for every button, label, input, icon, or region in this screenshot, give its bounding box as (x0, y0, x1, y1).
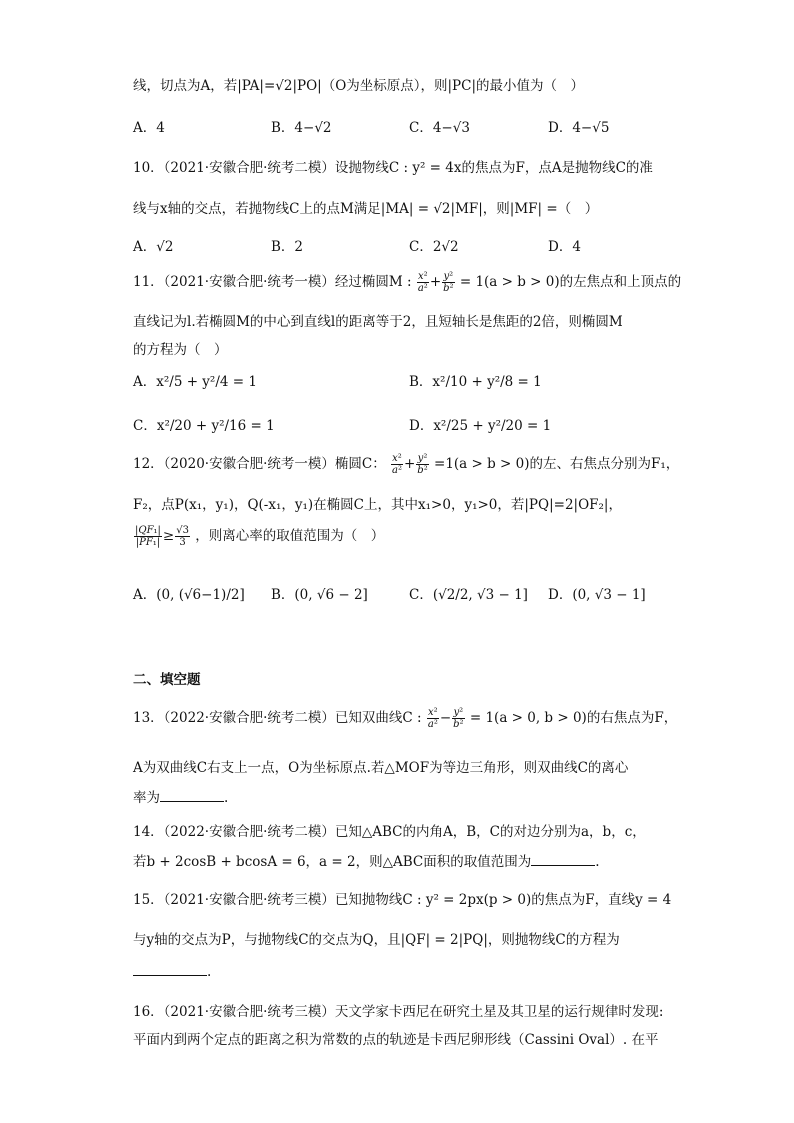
q14-line-1: 14．（2022·安徽合肥·统考二模）已知△ABC的内角A，B，C的对边分别为a，b，c， (133, 824, 646, 840)
q9-option-b: B．4−√2 (271, 120, 332, 136)
q13-line-2: A为双曲线C右支上一点，O为坐标原点.若△MOF为等边三角形，则双曲线C的离心 (133, 760, 629, 776)
q11-frac-y: $\frac{\text{y²}}{\text{b²}}$ (443, 271, 454, 294)
q12-line-1-prefix: 12．（2020·安徽合肥·统考一模）椭圆C： (133, 456, 386, 472)
q11-option-d: D．x²/25 + y²/20 = 1 (409, 418, 552, 434)
q13-line-3-text: 率为 (133, 790, 160, 806)
q12-line-1: 12．（2020·安徽合肥·统考一模）椭圆C： $\frac{\text{x²}}{\text{a²}}$ + $\frac{\text{y²}}{\text{b²}}$ =1(a > b > 0)的左、右焦点分别为F₁， (133, 453, 680, 476)
q11-option-a: A．x²/5 + y²/4 = 1 (133, 374, 257, 390)
q10-option-d: D．4 (548, 239, 581, 255)
q14-line-2: 若b + 2cosB + bcosA = 6，a = 2，则△ABC面积的取值范围为 . (133, 854, 600, 870)
q13-line-1-prefix: 13．（2022·安徽合肥·统考二模）已知双曲线C : (133, 710, 422, 726)
q9-option-a: A．4 (133, 120, 165, 136)
q12-option-a: A．(0, (√6−1)/2] (133, 587, 245, 603)
q11-line-2: 直线记为l.若椭圆M的中心到直线l的距离等于2，且短轴长是焦距的2倍，则椭圆M (133, 314, 623, 330)
q13-line-3: 率为 . (133, 790, 229, 806)
q11-option-c: C．x²/20 + y²/16 = 1 (133, 418, 275, 434)
q14-answer-blank (531, 853, 595, 866)
q12-sqrt3-frac: $\frac{√3}{3}$ (176, 525, 189, 548)
q13-answer-blank (160, 789, 224, 802)
q14-line-2-text: 若b + 2cosB + bcosA = 6，a = 2，则△ABC面积的取值范围为 (133, 854, 532, 870)
q11-line-1: 11．（2021·安徽合肥·统考一模）经过椭圆M : $\frac{\text{x²}}{\text{a²}}$ + $\frac{\text{y²}}{\text{b²}}$ = 1(a > b > 0)的左焦点和上顶点的 (133, 271, 682, 294)
q12-option-b: B．(0, √6 − 2] (271, 587, 368, 603)
q10-option-a: A．√2 (133, 239, 174, 255)
q13-line-1: 13．（2022·安徽合肥·统考二模）已知双曲线C : $\frac{\text{x²}}{\text{a²}}$ − $\frac{\text{y²}}{\text{b²}}$ = 1(a > 0, b > 0)的右焦点为F， (133, 707, 678, 730)
q9-option-d: D．4−√5 (548, 120, 610, 136)
q10-option-c: C．2√2 (409, 239, 459, 255)
q12-option-c: C．(√2/2, √3 − 1] (409, 587, 528, 603)
q12-line-3-suffix: ，则离心率的取值范围为（ ） (195, 528, 385, 544)
q12-line-1-suffix: =1(a > b > 0)的左、右焦点分别为F₁， (434, 456, 680, 472)
q9-option-c: C．4−√3 (409, 120, 470, 136)
q10-line-1: 10．（2021·安徽合肥·统考二模）设抛物线C : y² = 4x的焦点为F，点A是抛物线C的准 (133, 160, 653, 176)
q12-option-d: D．(0, √3 − 1] (548, 587, 646, 603)
q12-line-3: $\frac{\text{|QF₁|}}{\text{|PF₁|}}$ ≥ $\frac{√3}{3}$ ，则离心率的取值范围为（ ） (135, 525, 385, 548)
q12-frac-x: $\frac{\text{x²}}{\text{a²}}$ (392, 453, 402, 476)
q10-option-b: B．2 (271, 239, 304, 255)
q11-line-1-prefix: 11．（2021·安徽合肥·统考一模）经过椭圆M : (133, 274, 412, 290)
q13-line-1-suffix: = 1(a > 0, b > 0)的右焦点为F， (469, 710, 678, 726)
q15-line-3: . (133, 963, 211, 980)
q16-line-2: 平面内到两个定点的距离之积为常数的点的轨迹是卡西尼卵形线（Cassini Oval）. 在平 (133, 1032, 659, 1048)
q12-frac-y: $\frac{\text{y²}}{\text{b²}}$ (417, 453, 428, 476)
q13-frac-x: $\frac{\text{x²}}{\text{a²}}$ (427, 707, 438, 730)
q11-frac-x: $\frac{\text{x²}}{\text{a²}}$ (417, 271, 428, 294)
q15-line-2: 与y轴的交点为P，与抛物线C的交点为Q，且|QF| = 2|PQ|，则抛物线C的方程为 (133, 932, 620, 948)
section-title-fill-in: 二、填空题 (133, 672, 201, 688)
q12-ratio-frac: $\frac{\text{|QF₁|}}{\text{|PF₁|}}$ (135, 525, 161, 548)
q9-tail-text: 线，切点为A，若|PA|=√2|PO|（O为坐标原点），则|PC|的最小值为（ ） (133, 78, 585, 94)
q12-line-2: F₂，点P(x₁，y₁)，Q(-x₁，y₁)在椭圆C上，其中x₁>0，y₁>0，若|PQ|=2|OF₂|， (133, 497, 622, 513)
q11-line-1-suffix: = 1(a > b > 0)的左焦点和上顶点的 (459, 274, 682, 290)
q11-line-3: 的方程为（ ） (133, 342, 228, 358)
q15-answer-blank (133, 963, 207, 976)
q16-line-1: 16．（2021·安徽合肥·统考三模）天文学家卡西尼在研究土星及其卫星的运行规律时发现: (133, 1004, 664, 1020)
q15-line-1: 15．（2021·安徽合肥·统考三模）已知抛物线C : y² = 2px(p > 0)的焦点为F，直线y = 4 (133, 892, 672, 908)
q11-option-b: B．x²/10 + y²/8 = 1 (409, 374, 542, 390)
q13-frac-y: $\frac{\text{y²}}{\text{b²}}$ (453, 707, 464, 730)
q10-line-2: 线与x轴的交点，若抛物线C上的点M满足|MA| = √2|MF|，则|MF| =（ ） (133, 201, 599, 217)
